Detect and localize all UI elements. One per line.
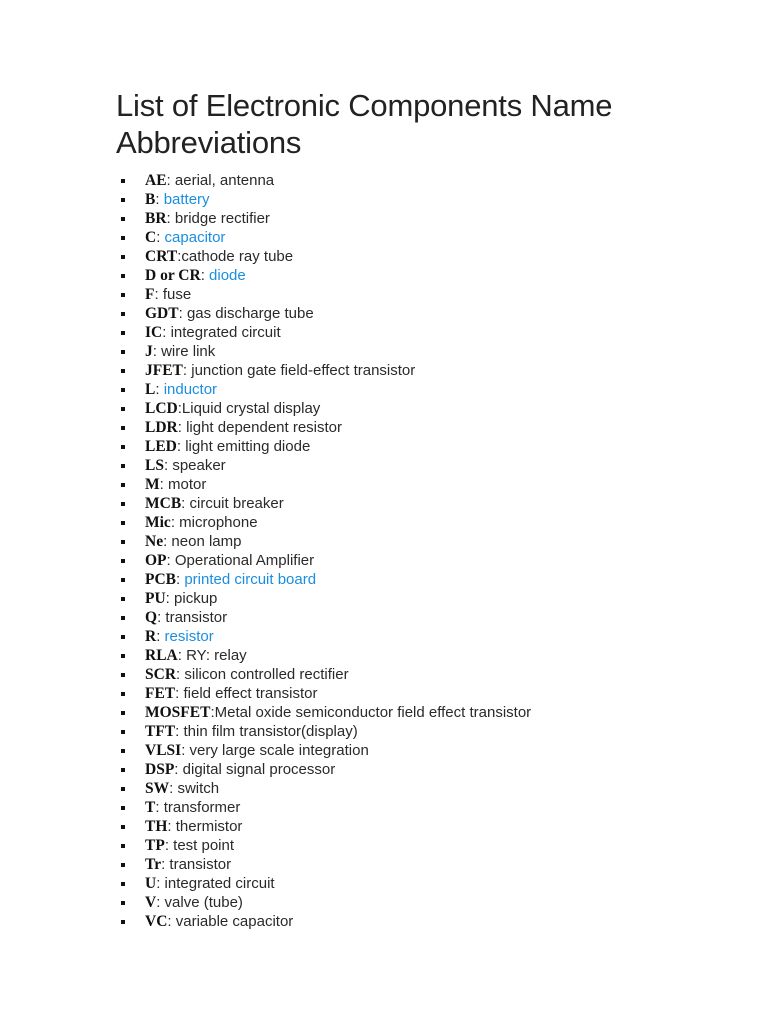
separator: : <box>177 400 182 417</box>
abbreviation-term: Mic <box>145 514 171 531</box>
list-item <box>118 589 531 608</box>
separator: : <box>175 685 184 702</box>
square-bullet-icon <box>121 692 125 696</box>
abbreviation-description: thermistor <box>175 818 243 835</box>
description-link[interactable]: capacitor <box>164 229 226 246</box>
abbreviation-description: digital signal processor <box>182 761 336 778</box>
abbreviation-description: integrated circuit <box>164 875 275 892</box>
list-item <box>118 513 531 532</box>
square-bullet-icon <box>121 388 125 392</box>
abbreviation-description: Liquid crystal display <box>181 400 321 417</box>
abbreviation-term: GDT <box>145 305 179 322</box>
abbreviation-description: valve (tube) <box>164 894 243 911</box>
square-bullet-icon <box>121 730 125 734</box>
page-title: List of Electronic Components Name Abbreviations <box>116 88 613 160</box>
separator: : <box>165 590 175 607</box>
separator: : <box>161 856 170 873</box>
list-item <box>118 437 531 456</box>
abbreviation-term: VLSI <box>145 742 182 759</box>
square-bullet-icon <box>121 901 125 905</box>
separator: : <box>152 343 162 360</box>
list-item <box>118 380 531 399</box>
separator: : <box>174 761 183 778</box>
abbreviation-term: LCD <box>145 400 178 417</box>
abbreviation-description: junction gate field-effect transistor <box>191 362 416 379</box>
abbreviation-list <box>118 171 531 931</box>
abbreviation-description: motor <box>167 476 207 493</box>
list-item <box>118 323 531 342</box>
abbreviation-term: B <box>145 191 156 208</box>
abbreviation-term: V <box>145 894 157 911</box>
list-item <box>118 285 531 304</box>
square-bullet-icon <box>121 350 125 354</box>
list-item <box>118 855 531 874</box>
description-link[interactable]: printed circuit board <box>184 571 317 588</box>
abbreviation-description: test point <box>173 837 235 854</box>
separator: : <box>155 799 164 816</box>
abbreviation-term: RLA <box>145 647 178 664</box>
abbreviation-term: PCB <box>145 571 176 588</box>
list-item <box>118 893 531 912</box>
list-item <box>118 912 531 931</box>
abbreviation-term: M <box>145 476 160 493</box>
list-item <box>118 247 531 266</box>
list-item <box>118 874 531 893</box>
separator: : <box>155 381 164 398</box>
square-bullet-icon <box>121 768 125 772</box>
list-item <box>118 361 531 380</box>
separator: : <box>177 647 187 664</box>
abbreviation-term: L <box>145 381 156 398</box>
abbreviation-description: Metal oxide semiconductor field effect transistor <box>214 704 532 721</box>
list-item <box>118 190 531 209</box>
separator: : <box>178 305 187 322</box>
abbreviation-term: LDR <box>145 419 178 436</box>
list-item <box>118 779 531 798</box>
square-bullet-icon <box>121 464 125 468</box>
abbreviation-term: OP <box>145 552 167 569</box>
abbreviation-description: transistor <box>169 856 232 873</box>
abbreviation-term: LS <box>145 457 164 474</box>
abbreviation-description: gas discharge tube <box>186 305 314 322</box>
description-link[interactable]: battery <box>163 191 210 208</box>
abbreviation-description: cathode ray tube <box>181 248 294 265</box>
square-bullet-icon <box>121 331 125 335</box>
abbreviation-term: FET <box>145 685 176 702</box>
separator: : <box>169 780 178 797</box>
square-bullet-icon <box>121 711 125 715</box>
list-item <box>118 228 531 247</box>
separator: : <box>175 723 184 740</box>
list-item <box>118 608 531 627</box>
square-bullet-icon <box>121 787 125 791</box>
separator: : <box>166 552 175 569</box>
square-bullet-icon <box>121 616 125 620</box>
square-bullet-icon <box>121 654 125 658</box>
abbreviation-description: light emitting diode <box>185 438 311 455</box>
abbreviation-term: CRT <box>145 248 178 265</box>
list-item <box>118 494 531 513</box>
list-item <box>118 304 531 323</box>
list-item <box>118 532 531 551</box>
list-item <box>118 798 531 817</box>
separator: : <box>156 628 165 645</box>
list-item <box>118 684 531 703</box>
square-bullet-icon <box>121 806 125 810</box>
separator: : <box>163 457 173 474</box>
separator: : <box>155 191 164 208</box>
list-item <box>118 342 531 361</box>
square-bullet-icon <box>121 559 125 563</box>
square-bullet-icon <box>121 179 125 183</box>
separator: : <box>181 742 190 759</box>
square-bullet-icon <box>121 749 125 753</box>
abbreviation-term: SCR <box>145 666 177 683</box>
square-bullet-icon <box>121 920 125 924</box>
description-link[interactable]: inductor <box>163 381 218 398</box>
square-bullet-icon <box>121 426 125 430</box>
abbreviation-description: integrated circuit <box>170 324 281 341</box>
square-bullet-icon <box>121 502 125 506</box>
square-bullet-icon <box>121 578 125 582</box>
separator: : <box>167 818 176 835</box>
abbreviation-description: speaker <box>172 457 226 474</box>
separator: : <box>176 571 185 588</box>
square-bullet-icon <box>121 293 125 297</box>
list-item <box>118 570 531 589</box>
square-bullet-icon <box>121 217 125 221</box>
separator: : <box>170 514 180 531</box>
square-bullet-icon <box>121 445 125 449</box>
abbreviation-term: VC <box>145 913 168 930</box>
list-item <box>118 627 531 646</box>
square-bullet-icon <box>121 274 125 278</box>
separator: : <box>163 533 172 550</box>
description-link[interactable]: diode <box>209 267 246 284</box>
abbreviation-term: PU <box>145 590 166 607</box>
list-item <box>118 760 531 779</box>
list-item <box>118 646 531 665</box>
square-bullet-icon <box>121 483 125 487</box>
square-bullet-icon <box>121 882 125 886</box>
abbreviation-term: TP <box>145 837 165 854</box>
abbreviation-term: TFT <box>145 723 176 740</box>
abbreviation-description: transistor <box>165 609 228 626</box>
abbreviation-description: fuse <box>162 286 192 303</box>
square-bullet-icon <box>121 863 125 867</box>
abbreviation-description: field effect transistor <box>183 685 318 702</box>
abbreviation-term: J <box>145 343 153 360</box>
description-link[interactable]: resistor <box>164 628 214 645</box>
separator: : <box>162 324 171 341</box>
separator: : <box>176 438 186 455</box>
list-item <box>118 209 531 228</box>
list-item <box>118 456 531 475</box>
square-bullet-icon <box>121 369 125 373</box>
abbreviation-term: R <box>145 628 157 645</box>
list-item <box>118 703 531 722</box>
separator: : <box>177 419 187 436</box>
abbreviation-term: IC <box>145 324 163 341</box>
list-item <box>118 399 531 418</box>
separator: : <box>156 894 165 911</box>
square-bullet-icon <box>121 825 125 829</box>
abbreviation-term: BR <box>145 210 167 227</box>
abbreviation-term: TH <box>145 818 168 835</box>
square-bullet-icon <box>121 597 125 601</box>
separator: : <box>177 248 182 265</box>
list-item <box>118 418 531 437</box>
abbreviation-term: AE <box>145 172 167 189</box>
separator: : <box>176 666 185 683</box>
list-item <box>118 741 531 760</box>
separator: : <box>154 286 163 303</box>
abbreviation-description: RY: relay <box>186 647 247 664</box>
abbreviation-term: MCB <box>145 495 182 512</box>
square-bullet-icon <box>121 312 125 316</box>
square-bullet-icon <box>121 673 125 677</box>
square-bullet-icon <box>121 198 125 202</box>
separator: : <box>164 837 174 854</box>
separator: : <box>181 495 190 512</box>
abbreviation-description: aerial, antenna <box>174 172 275 189</box>
separator: : <box>156 229 165 246</box>
separator: : <box>157 609 166 626</box>
abbreviation-term: Tr <box>145 856 162 873</box>
abbreviation-term: Q <box>145 609 158 626</box>
separator: : <box>200 267 210 284</box>
separator: : <box>166 172 175 189</box>
square-bullet-icon <box>121 844 125 848</box>
abbreviation-description: light dependent resistor <box>186 419 343 436</box>
abbreviation-term: F <box>145 286 155 303</box>
separator: : <box>167 913 176 930</box>
list-item <box>118 722 531 741</box>
abbreviation-description: circuit breaker <box>189 495 284 512</box>
abbreviation-term: T <box>145 799 156 816</box>
abbreviation-description: Operational Amplifier <box>174 552 315 569</box>
square-bullet-icon <box>121 540 125 544</box>
abbreviation-description: variable capacitor <box>175 913 294 930</box>
abbreviation-description: thin film transistor(display) <box>183 723 358 740</box>
separator: : <box>210 704 215 721</box>
abbreviation-description: silicon controlled rectifier <box>184 666 349 683</box>
list-item <box>118 171 531 190</box>
abbreviation-description: bridge rectifier <box>174 210 270 227</box>
abbreviation-term: D or CR <box>145 267 201 284</box>
abbreviation-term: U <box>145 875 157 892</box>
square-bullet-icon <box>121 407 125 411</box>
abbreviation-description: transformer <box>163 799 241 816</box>
abbreviation-description: switch <box>177 780 220 797</box>
abbreviation-term: SW <box>145 780 170 797</box>
abbreviation-description: pickup <box>174 590 218 607</box>
separator: : <box>156 875 165 892</box>
square-bullet-icon <box>121 521 125 525</box>
list-item <box>118 551 531 570</box>
abbreviation-description: wire link <box>161 343 216 360</box>
abbreviation-description: neon lamp <box>171 533 242 550</box>
abbreviation-term: Ne <box>145 533 164 550</box>
abbreviation-description: microphone <box>179 514 258 531</box>
separator: : <box>159 476 168 493</box>
list-item <box>118 475 531 494</box>
abbreviation-term: LED <box>145 438 177 455</box>
separator: : <box>166 210 175 227</box>
list-item <box>118 817 531 836</box>
abbreviation-term: C <box>145 229 157 246</box>
square-bullet-icon <box>121 255 125 259</box>
abbreviation-term: DSP <box>145 761 175 778</box>
list-item <box>118 836 531 855</box>
square-bullet-icon <box>121 635 125 639</box>
square-bullet-icon <box>121 236 125 240</box>
list-item <box>118 266 531 285</box>
separator: : <box>182 362 192 379</box>
abbreviation-term: JFET <box>145 362 183 379</box>
abbreviation-term: MOSFET <box>145 704 211 721</box>
abbreviation-description: very large scale integration <box>189 742 369 759</box>
list-item <box>118 665 531 684</box>
